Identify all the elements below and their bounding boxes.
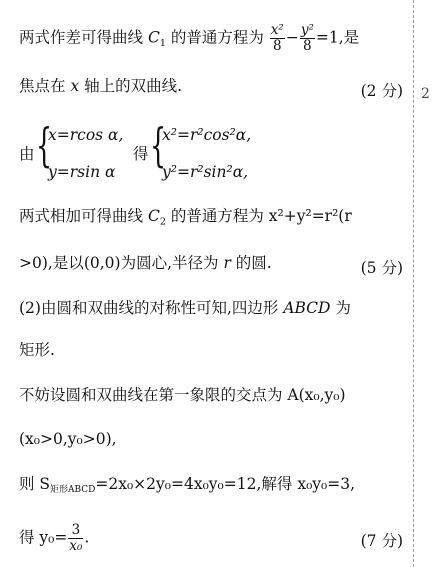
margin-divider xyxy=(413,0,414,567)
edge-fragment: 2 xyxy=(421,86,430,102)
system-1-eq-1: x=rcos α, xyxy=(48,126,124,144)
system-2-eq-2: y²=r²sin²α, xyxy=(162,163,249,181)
score-7: (7 分) xyxy=(360,532,403,550)
score-5: (5 分) xyxy=(360,259,403,277)
line-6: (2)由圆和双曲线的对称性可知,四边形 ABCD 为 xyxy=(19,299,351,317)
system-2-eq-1: x²=r²cos²α, xyxy=(162,126,252,144)
fraction-x2-over-8: $\frac{\text{x²}}{8}$ xyxy=(270,22,284,54)
line-4: 两式相加可得曲线 $C_2$ 的普通方程为 x²+y²=r²(r xyxy=(19,207,352,228)
line-2: 焦点在 x 轴上的双曲线. xyxy=(19,77,183,95)
line-9: (x₀>0,y₀>0), xyxy=(19,430,117,448)
fraction-y2-over-8: $\frac{\text{y²}}{8}$ xyxy=(300,22,314,54)
fraction-3-over-x0: $\frac{3}{\text{x₀}}$ xyxy=(69,522,83,554)
left-brace-1: { xyxy=(36,118,53,172)
line-8: 不妨设圆和双曲线在第一象限的交点为 A(x₀,y₀) xyxy=(19,386,346,404)
score-2: (2 分) xyxy=(360,82,403,100)
line-1: 两式作差可得曲线 $C_1$ 的普通方程为 $\frac{\text{x²}}{8}$ − $\frac{\text{y²}}{8}$ =1,是 xyxy=(19,22,360,54)
line-5: >0),是以(0,0)为圆心,半径为 r 的圆. xyxy=(19,254,272,272)
system-1-eq-2: y=rsin α xyxy=(48,163,116,181)
line-7: 矩形. xyxy=(19,341,55,359)
line-10: 则 $S_{矩形ABCD}=2x_0\times 2y_0=4x_0y_0=12$,解得 x₀y₀=3, xyxy=(19,475,356,496)
label-de: 得 xyxy=(133,145,149,163)
line-11: 得 y₀= $\frac{3}{\text{x₀}}$ . xyxy=(19,522,90,554)
left-brace-2: { xyxy=(150,118,167,172)
label-you: 由 xyxy=(19,145,35,163)
